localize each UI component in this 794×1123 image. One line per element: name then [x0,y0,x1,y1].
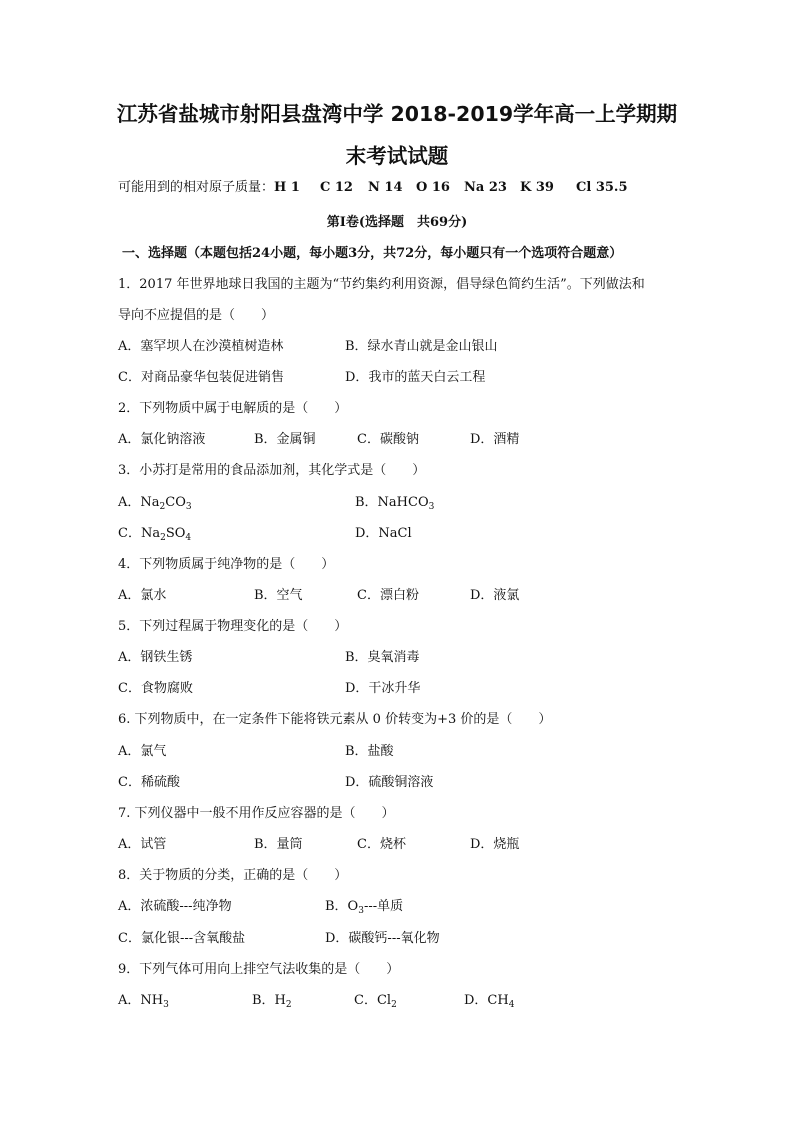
atomic-mass-na: Na 23 [464,180,507,195]
q4-option-b: B．空气 [254,588,303,603]
q1-option-b: B．绿水青山就是金山银山 [345,339,498,354]
q3-option-a [118,493,192,513]
q3-option-c [118,524,191,544]
q6-option-b: B．盐酸 [345,744,394,759]
q3-option-a-text-2: CO [165,495,186,510]
atomic-mass-n: N 14 [368,180,403,195]
q9-option-c [354,991,397,1011]
q9-option-a-text: A．NH [118,993,164,1008]
atomic-mass-k: K 39 [520,180,554,195]
q7-option-c: C．烧杯 [357,837,406,852]
q5-option-c: C．食物腐败 [118,681,193,696]
atomic-mass-c: C 12 [320,180,353,195]
q3-option-a-sub-1: 2 [159,502,166,512]
atomic-mass-o: O 16 [416,180,450,195]
q6-option-a: A．氯气 [118,744,167,759]
q8-stem: 8．关于物质的分类，正确的是（ ） [118,868,348,883]
q1-stem-line-2: 导向不应提倡的是（ ） [118,308,275,323]
atomic-masses-label: 可能用到的相对原子质量： [118,180,275,195]
q8-option-a: A．浓硫酸---纯净物 [118,899,232,914]
q7-stem: 7. 下列仪器中一般不用作反应容器的是（ ） [118,806,395,821]
q2-option-a: A．氯化钠溶液 [118,432,206,447]
q3-option-b-sub: 3 [428,502,435,512]
q1-option-c: C．对商品豪华包装促进销售 [118,370,284,385]
q3-option-b-text: B．NaHCO [355,495,429,510]
q3-stem: 3．小苏打是常用的食品添加剂，其化学式是（ ） [118,463,426,478]
q9-option-d [464,991,514,1011]
exam-title-line-2: 末考试试题 [345,144,449,168]
q9-option-c-sub: 2 [391,1000,397,1010]
q9-option-a [118,991,169,1011]
atomic-masses [118,178,628,198]
exam-title-line-1: 江苏省盐城市射阳县盘湾中学 2018-2019学年高一上学期期 [116,102,678,126]
q5-option-b: B．臭氧消毒 [345,650,420,665]
q7-option-b: B．量筒 [254,837,303,852]
q7-option-d: D．烧瓶 [470,837,520,852]
q9-option-b-sub: 2 [285,1000,292,1010]
q6-option-d: D．硫酸铜溶液 [345,775,434,790]
q9-option-b [252,991,292,1011]
q3-option-b [355,493,434,513]
part-title: 一、选择题（本题包括24小题，每小题3分，共72分，每小题只有一个选项符合题意） [122,246,623,261]
q4-option-c: C．漂白粉 [357,588,419,603]
q9-option-c-text: C．Cl [354,993,392,1008]
q3-option-c-sub-2: 4 [185,533,192,543]
q1-stem-line-1: 1．2017 年世界地球日我国的主题为“节约集约利用资源，倡导绿色简约生活”。下列做法和 [118,277,645,292]
q3-option-c-text-2: SO [165,526,186,541]
q3-option-a-sub-2: 3 [185,502,192,512]
q5-option-a: A．钢铁生锈 [118,650,193,665]
q3-option-c-sub-1: 2 [160,533,166,543]
section-title: 第Ⅰ卷(选择题 共69分) [326,215,468,230]
atomic-mass-h: H 1 [274,180,300,195]
q8-option-c: C．氯化银---含氧酸盐 [118,931,246,946]
q4-option-a: A．氯水 [118,588,167,603]
q2-option-b: B．金属铜 [254,432,316,447]
q5-option-d: D．干冰升华 [345,681,421,696]
q6-stem: 6. 下列物质中，在一定条件下能将铁元素从 0 价转变为+3 价的是（ ） [118,712,552,727]
q9-stem: 9．下列气体可用向上排空气法收集的是（ ） [118,962,400,977]
q8-option-b [325,897,403,917]
q3-option-d: D．NaCl [355,526,412,541]
q8-option-d: D．碳酸钙---氧化物 [325,931,440,946]
q7-option-a: A．试管 [118,837,167,852]
q4-stem: 4．下列物质属于纯净物的是（ ） [118,557,335,572]
q3-option-a-text: A．Na [118,495,160,510]
atomic-mass-cl: Cl 35.5 [576,180,628,195]
q8-option-b-text-2: ---单质 [363,899,404,914]
q9-option-a-sub: 3 [163,1000,169,1010]
q9-option-d-text: D．CH [464,993,509,1008]
q2-stem: 2．下列物质中属于电解质的是（ ） [118,401,348,416]
q6-option-c: C．稀硫酸 [118,775,180,790]
q8-option-b-text: B．O [325,899,359,914]
q8-option-b-sub: 3 [358,906,364,916]
q3-option-c-text: C．Na [118,526,161,541]
q9-option-b-text: B．H [252,993,286,1008]
q1-option-a: A．塞罕坝人在沙漠植树造林 [118,339,284,354]
q5-stem: 5．下列过程属于物理变化的是（ ） [118,619,348,634]
q2-option-c: C．碳酸钠 [357,432,419,447]
q1-option-d: D．我市的蓝天白云工程 [345,370,486,385]
q4-option-d: D．液氯 [470,588,520,603]
q2-option-d: D．酒精 [470,432,520,447]
q9-option-d-sub: 4 [508,1000,515,1010]
